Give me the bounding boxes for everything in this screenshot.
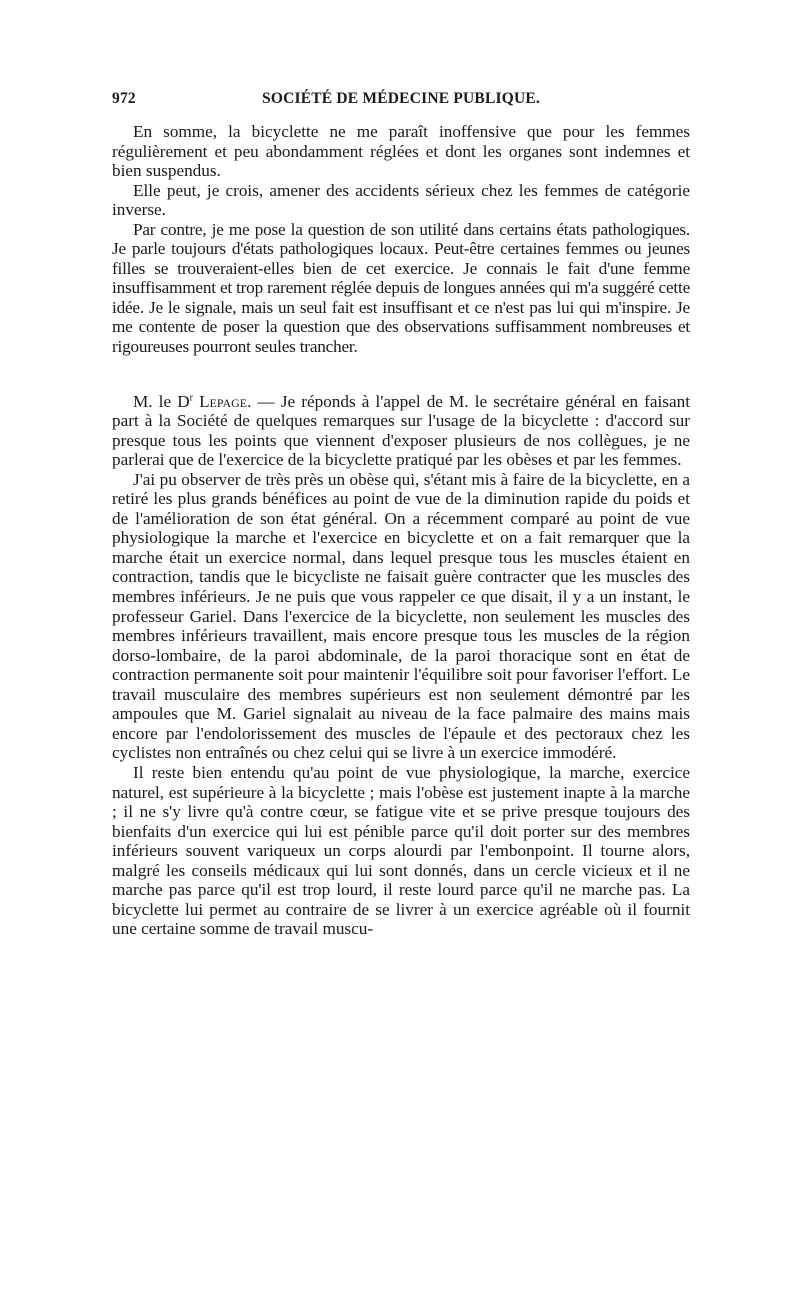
speaker-title: M. le D: [133, 391, 190, 411]
page-number: 972: [112, 90, 136, 107]
paragraph-4-speaker: [112, 392, 690, 470]
speaker-name: Lepage: [199, 391, 248, 411]
speaker-title-superscript: r: [189, 391, 193, 403]
paragraph-4-body: . — Je réponds à l'appel de M. le secrétaire général en faisant part à la Société de quelques remarques sur l'usage de la bicyclette : d'accord sur presque tous les points que viennent d'exposer plusieurs de nos collègues, je ne parlerai que de l'exercice de la bicyclette pratiqué par les obèses et par les femmes.: [112, 391, 690, 470]
paragraph-5: J'ai pu observer de très près un obèse qui, s'étant mis à faire de la bicyclette, en a retiré les plus grands bénéfices au point de vue de la diminution rapide du poids et de l'amélioration de son état général. On a récemment comparé au point de vue physiologique la marche et l'exercice en bicyclette et on a fait remarquer que la marche était un exercice normal, dans lequel presque tous les muscles étaient en contraction, tandis que le bicycliste ne faisait guère contracter que les muscles des membres inférieurs. Je ne puis que vous rappeler ce que disait, il y a un instant, le professeur Gariel. Dans l'exercice de la bicyclette, non seulement les muscles des membres inférieurs travaillent, mais encore presque tous les muscles de la région dorso-lombaire, de la paroi abdominale, de la paroi thoracique sont en état de contraction permanente soit pour maintenir l'équilibre soit pour favoriser l'effort. Le travail musculaire des membres supérieurs est non seulement démontré par les ampoules que M. Gariel signalait au niveau de la face palmaire des mains mais encore par l'endolorissement des muscles de l'épaule et des pectoraux chez les cyclistes non entraînés ou chez celui qui se livre à un exercice immodéré.: [112, 469, 690, 763]
running-title: SOCIÉTÉ DE MÉDECINE PUBLIQUE.: [262, 90, 540, 107]
paragraph-6: Il reste bien entendu qu'au point de vue physiologique, la marche, exercice naturel, est supérieure à la bicyclette ; mais l'obèse est justement inapte à la marche ; il ne s'y livre qu'à contre cœur, se fatigue vite et se prive presque toujours des bienfaits d'un exercice qui lui est pénible parce qu'il doit porter sur des membres inférieurs souvent variqueux un corps alourdi par l'embonpoint. Il tourne alors, malgré les conseils médicaux qui lui sont donnés, dans un cercle vicieux et il ne marche pas parce qu'il est trop lourd, il reste lourd parce qu'il ne marche pas. La bicyclette lui permet au contraire de se livrer à un exercice agréable où il fournit une certaine somme de travail muscu-: [112, 762, 690, 939]
paragraph-3: Par contre, je me pose la question de son utilité dans certains états pathologiques. Je parle toujours d'états pathologiques locaux. Peut-être certaines femmes ou jeunes filles se trouveraient-elles bien de cet exercice. Je connais le fait d'une femme insuffisamment et trop rarement réglée depuis de longues années qui m'a suggéré cette idée. Je le signale, mais un seul fait est insuffisant et ce n'est pas lui qui m'inspire. Je me contente de poser la question que des observations suffisamment nombreuses et rigoureuses pourront seules trancher.: [112, 219, 690, 357]
body-text: [112, 122, 690, 939]
paragraph-1: En somme, la bicyclette ne me paraît inoffensive que pour les femmes régulièrement et peu abondamment réglées et dont les organes sont indemnes et bien suspendus.: [112, 122, 690, 181]
paragraph-2: Elle peut, je crois, amener des accidents sérieux chez les femmes de catégorie inverse.: [112, 180, 690, 220]
running-header: [112, 90, 690, 114]
